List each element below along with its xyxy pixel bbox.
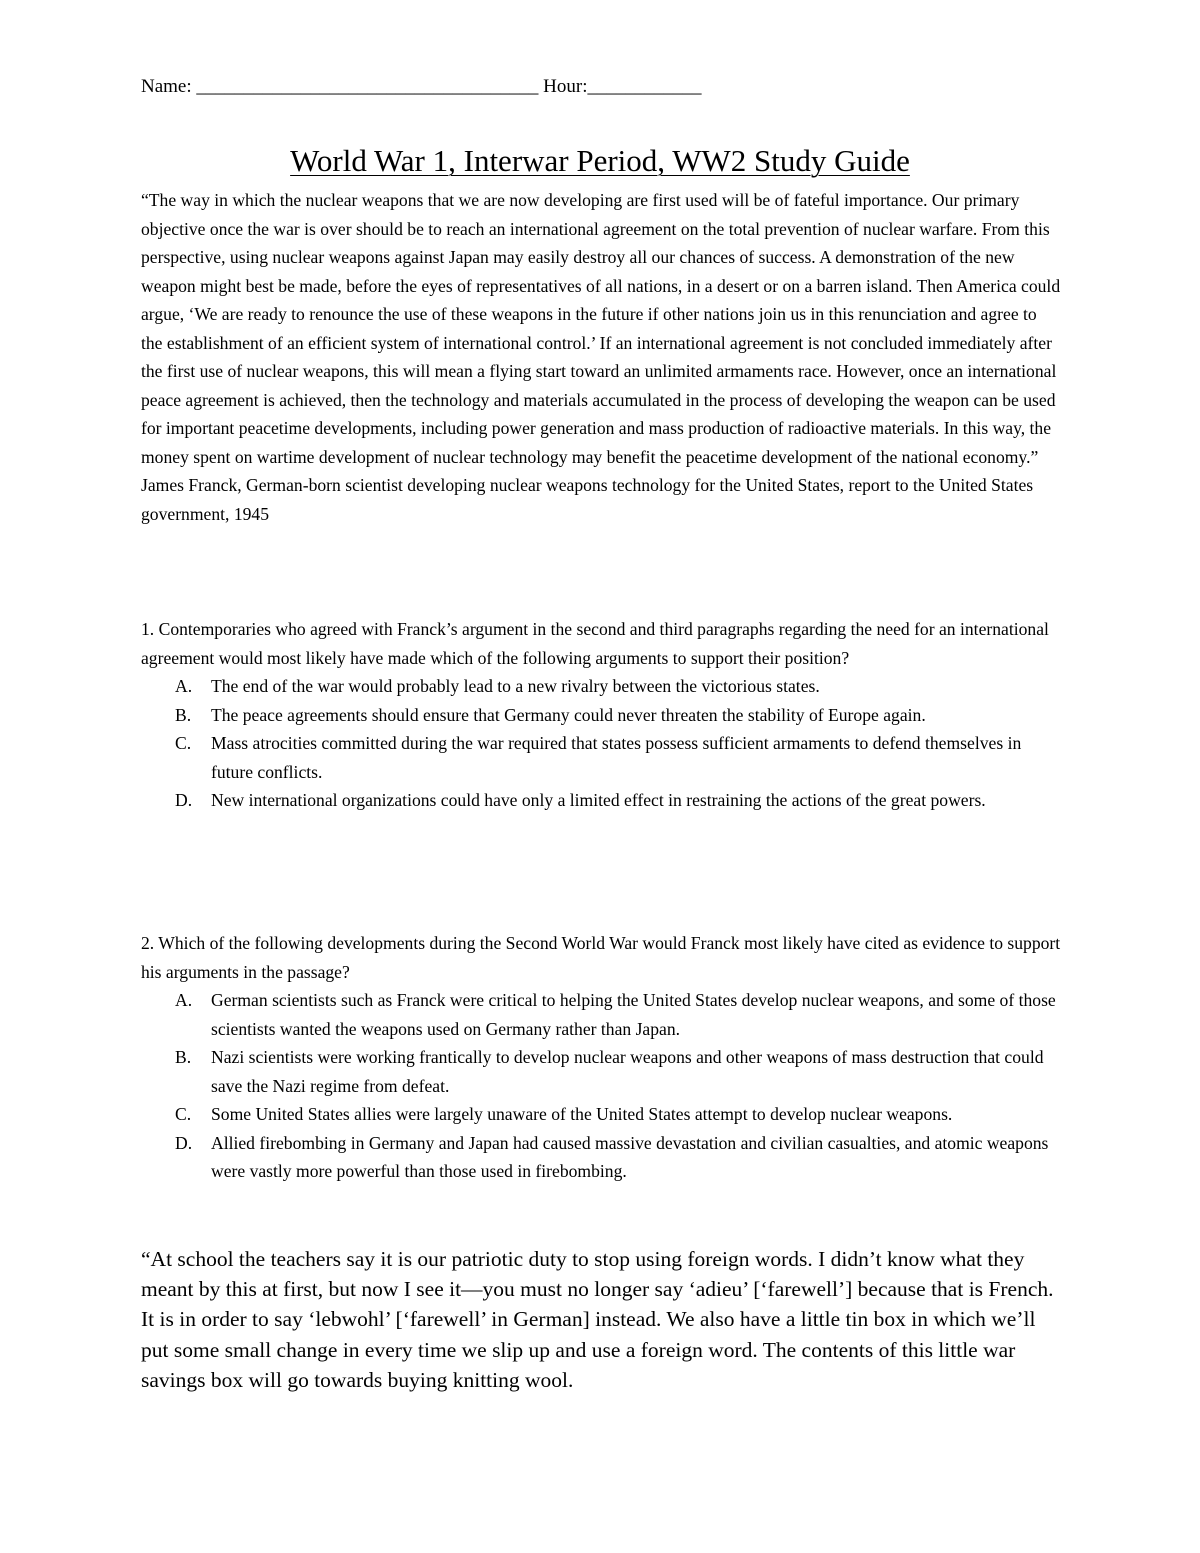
question-1-prompt: 1. Contemporaries who agreed with Franck’s argument in the second and third paragraphs regarding the need for an international agreement would most likely have made which of the following arguments to support their position?	[141, 619, 1049, 668]
option-text: Some United States allies were largely unaware of the United States attempt to develop nuclear weapons.	[211, 1104, 953, 1124]
schoolchild-quote-passage	[141, 1244, 1061, 1395]
option-text: German scientists such as Franck were critical to helping the United States develop nuclear weapons, and some of those scientists wanted the weapons used on Germany rather than Japan.	[211, 990, 1056, 1039]
option-letter: D.	[175, 1132, 193, 1153]
schoolchild-quote-text: “At school the teachers say it is our patriotic duty to stop using foreign words. I didn’t know what they meant by this at first, but now I see it—you must no longer say ‘adieu’ [‘farewell’] because that is French. It is in order to say ‘lebwohl’ [‘farewell’ in German] instead. We also have a little tin box in which we’ll put some small change in every time we slip up and use a foreign word. The contents of this little war savings box will go towards buying knitting wool.	[141, 1247, 1054, 1392]
question-2-option-b	[141, 1043, 1061, 1100]
franck-quote-text: “The way in which the nuclear weapons that we are now developing are first used will be of fateful importance. Our primary objective once the war is over should be to reach an international agreement on the total prevention of nuclear warfare. From this perspective, using nuclear weapons against Japan may easily destroy all our chances of success. A demonstration of the new weapon might best be made, before the eyes of representatives of all nations, in a desert or on a barren island. Then America could argue, ‘We are ready to renounce the use of these weapons in the future if other nations join us in this renunciation and agree to the establishment of an efficient system of international control.’ If an international agreement is not concluded immediately after the first use of nuclear weapons, this will mean a flying start toward an unlimited armaments race. However, once an international peace agreement is achieved, then the technology and materials accumulated in the process of developing the weapon can be used for important peacetime developments, including power generation and mass production of radioactive materials. In this way, the money spent on wartime development of nuclear technology may benefit the peacetime development of the national economy.” James Franck, German-born scientist developing nuclear weapons technology for the United States, report to the United States government, 1945	[141, 190, 1061, 524]
question-1-option-b	[141, 701, 1061, 730]
option-letter: C.	[175, 1104, 192, 1124]
question-1-option-d	[141, 786, 1061, 815]
option-text: New international organizations could have only a limited effect in restraining the actions of the great powers.	[211, 790, 986, 810]
question-1-option-a	[141, 672, 1061, 701]
page-title: World War 1, Interwar Period, WW2 Study Guide	[290, 143, 910, 178]
question-1	[141, 615, 1061, 815]
option-letter: A.	[175, 990, 193, 1010]
option-text: Allied firebombing in Germany and Japan had caused massive devastation and civilian casualties, and atomic weapons were vastly more powerful than those used in firebombing.	[211, 1132, 1049, 1181]
question-2	[141, 929, 1061, 1186]
question-2-option-c	[141, 1100, 1061, 1129]
question-1-options	[141, 672, 1061, 815]
question-2-prompt: 2. Which of the following developments during the Second World War would Franck most likely have cited as evidence to support his arguments in the passage?	[141, 933, 1061, 982]
question-2-option-a	[141, 986, 1061, 1043]
franck-quote-passage	[141, 186, 1061, 528]
option-letter: D.	[175, 790, 193, 810]
name-hour-line: Name: ____________________________________ Hour:____________	[141, 76, 702, 97]
option-text: The peace agreements should ensure that Germany could never threaten the stability of Europe again.	[211, 704, 926, 725]
option-text: Mass atrocities committed during the war required that states possess sufficient armaments to defend themselves in future conflicts.	[211, 733, 1022, 782]
question-2-option-d	[141, 1129, 1061, 1186]
option-letter: C.	[175, 733, 192, 753]
option-letter: A.	[175, 676, 193, 696]
option-letter: B.	[175, 704, 192, 725]
question-1-option-c	[141, 729, 1061, 786]
option-text: The end of the war would probably lead to a new rivalry between the victorious states.	[211, 676, 820, 696]
option-text: Nazi scientists were working frantically to develop nuclear weapons and other weapons of mass destruction that could save the Nazi regime from defeat.	[211, 1047, 1044, 1096]
option-letter: B.	[175, 1047, 192, 1067]
question-2-options	[141, 986, 1061, 1186]
